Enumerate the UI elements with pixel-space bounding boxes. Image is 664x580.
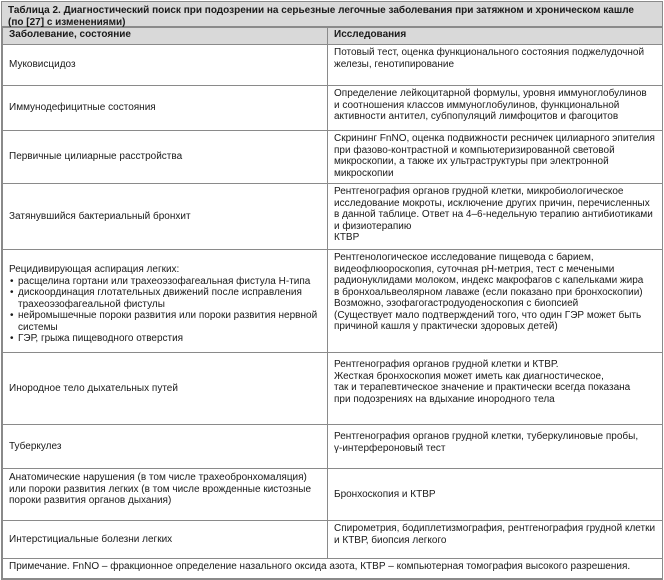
investigation-line: и соотношения классов иммуноглобулинов, функциональной [334, 99, 620, 111]
investigation-line: Потовый тест, оценка функционального состояния поджелудочной [334, 47, 645, 58]
table-row [3, 521, 663, 559]
investigation-cell [328, 353, 663, 425]
condition-line: или пороки развития легких (в том числе врожденные кистозные [9, 483, 312, 495]
investigation-cell [328, 184, 663, 250]
investigation-cell [328, 86, 663, 131]
condition-heading: Рецидивирующая аспирация легких: [9, 264, 180, 275]
bullet-item: • ГЭР, грыжа пищеводного отверстия [9, 333, 321, 345]
table-row [3, 353, 663, 425]
bullet-item: • расщелина гортани или трахеоэзофагеальная фистула Н-типа [9, 276, 321, 288]
investigation-line: микроскопии, а также их ультраструктуры при электронной [334, 156, 609, 167]
condition-cell: Затянувшийся бактериальный бронхит [3, 184, 328, 250]
table-note: Примечание. FnNO – фракционное определение назального оксида азота, КТВР – компьютерная томография высокого разрешения. [3, 559, 663, 579]
investigation-line: и КТВР, биопсия легкого [334, 534, 447, 546]
investigation-line: микроскопии [334, 167, 394, 179]
condition-cell: Иммунодефицитные состояния [3, 86, 328, 131]
investigation-line: и физиотерапию [334, 220, 412, 232]
investigation-line: при фазово-контрастной и компьютеризированной световой [334, 144, 615, 156]
investigation-line: так и терапевтическое значение и практически всегда показана [334, 382, 631, 393]
condition-cell [3, 469, 328, 521]
condition-cell: Муковисцидоз [3, 45, 328, 86]
condition-cell [3, 250, 328, 353]
table-row [3, 131, 663, 184]
table-row [3, 184, 663, 250]
investigation-line: железы, генотипирование [334, 58, 454, 70]
investigation-cell [328, 469, 663, 521]
investigation-line: Бронхоскопия и КТВР [334, 488, 436, 500]
investigation-line: КТВР [334, 232, 360, 243]
investigation-line: в данной таблице. Ответ на 4–6-недельную терапию антибиотиками [334, 209, 653, 220]
investigation-line: исследование мокроты, исключение других причин, перечисленных [334, 197, 650, 209]
investigation-line: Рентгенография органов грудной клетки, микробиологическое [334, 186, 624, 197]
header-row [3, 28, 663, 45]
note-row [3, 559, 663, 579]
investigation-line: в бронхоальвеолярном лаваже (если показано при бронхоскопии) [334, 286, 643, 298]
investigation-line: Рентгенография органов грудной клетки и КТВР. [334, 359, 559, 370]
investigation-line: γ-интерфероновый тест [334, 442, 446, 454]
investigation-line: Жесткая бронхоскопия может иметь как диагностическое, [334, 370, 604, 382]
investigation-cell [328, 45, 663, 86]
investigation-cell [328, 250, 663, 353]
table-subtitle: (по [27] с изменениями) [8, 17, 126, 28]
investigation-line: Скрининг FnNO, оценка подвижности ресничек цилиарного эпителия [334, 133, 655, 144]
investigation-cell [328, 521, 663, 559]
condition-cell: Первичные цилиарные расстройства [3, 131, 328, 184]
table-row [3, 425, 663, 469]
condition-line: Анатомические нарушения (в том числе трахеобронхомаляция) [9, 472, 307, 483]
investigation-line: Возможно, эзофагогастродуоденоскопия с биопсией [334, 298, 579, 309]
investigation-line: видеофлюороскопия, суточная pH-метрия, тест с мечеными [334, 263, 615, 275]
table-caption [2, 2, 662, 27]
diagnostic-table [1, 1, 663, 580]
investigation-line: Рентгенография органов грудной клетки, туберкулиновые пробы, [334, 431, 639, 442]
table-row [3, 86, 663, 131]
bullet-item: • дискоординация глотательных движений после исправления трахеоэзофагеальной фистулы [9, 287, 321, 310]
table-body [2, 27, 663, 579]
header-condition: Заболевание, состояние [3, 28, 328, 45]
investigation-line: радионуклидами молоком, индекс макрофагов с капельками жира [334, 275, 644, 286]
condition-line: пороки развития органов дыхания) [9, 495, 172, 506]
bullet-item: • нейромышечные пороки развития или пороки развития нервной системы [9, 310, 321, 333]
header-investigation: Исследования [328, 28, 663, 45]
investigation-line: Спирометрия, бодиплетизмография, рентгенография грудной клетки [334, 523, 656, 534]
table-row [3, 469, 663, 521]
condition-cell: Интерстициальные болезни легких [3, 521, 328, 559]
investigation-line: Определение лейкоцитарной формулы, уровня иммуноглобулинов [334, 88, 647, 99]
investigation-line: Рентгенологическое исследование пищевода с барием, [334, 252, 594, 263]
table-row [3, 45, 663, 86]
investigation-cell [328, 425, 663, 469]
table-title: Таблица 2. Диагностический поиск при подозрении на серьезные легочные заболевания при затяжном и хроническом кашле [8, 5, 634, 16]
table-row [3, 250, 663, 353]
condition-cell: Инородное тело дыхательных путей [3, 353, 328, 425]
condition-bullets [9, 276, 321, 345]
investigation-line: активности антител, субпопуляций лимфоцитов и фагоцитов [334, 111, 619, 122]
investigation-cell [328, 131, 663, 184]
condition-cell: Туберкулез [3, 425, 328, 469]
investigation-line: при подозрениях на вдыхание инородного тела [334, 393, 555, 405]
investigation-line: причиной кашля у практически здоровых детей) [334, 321, 558, 332]
investigation-line: (Существует мало подтверждений того, что один ГЭР может быть [334, 309, 642, 321]
